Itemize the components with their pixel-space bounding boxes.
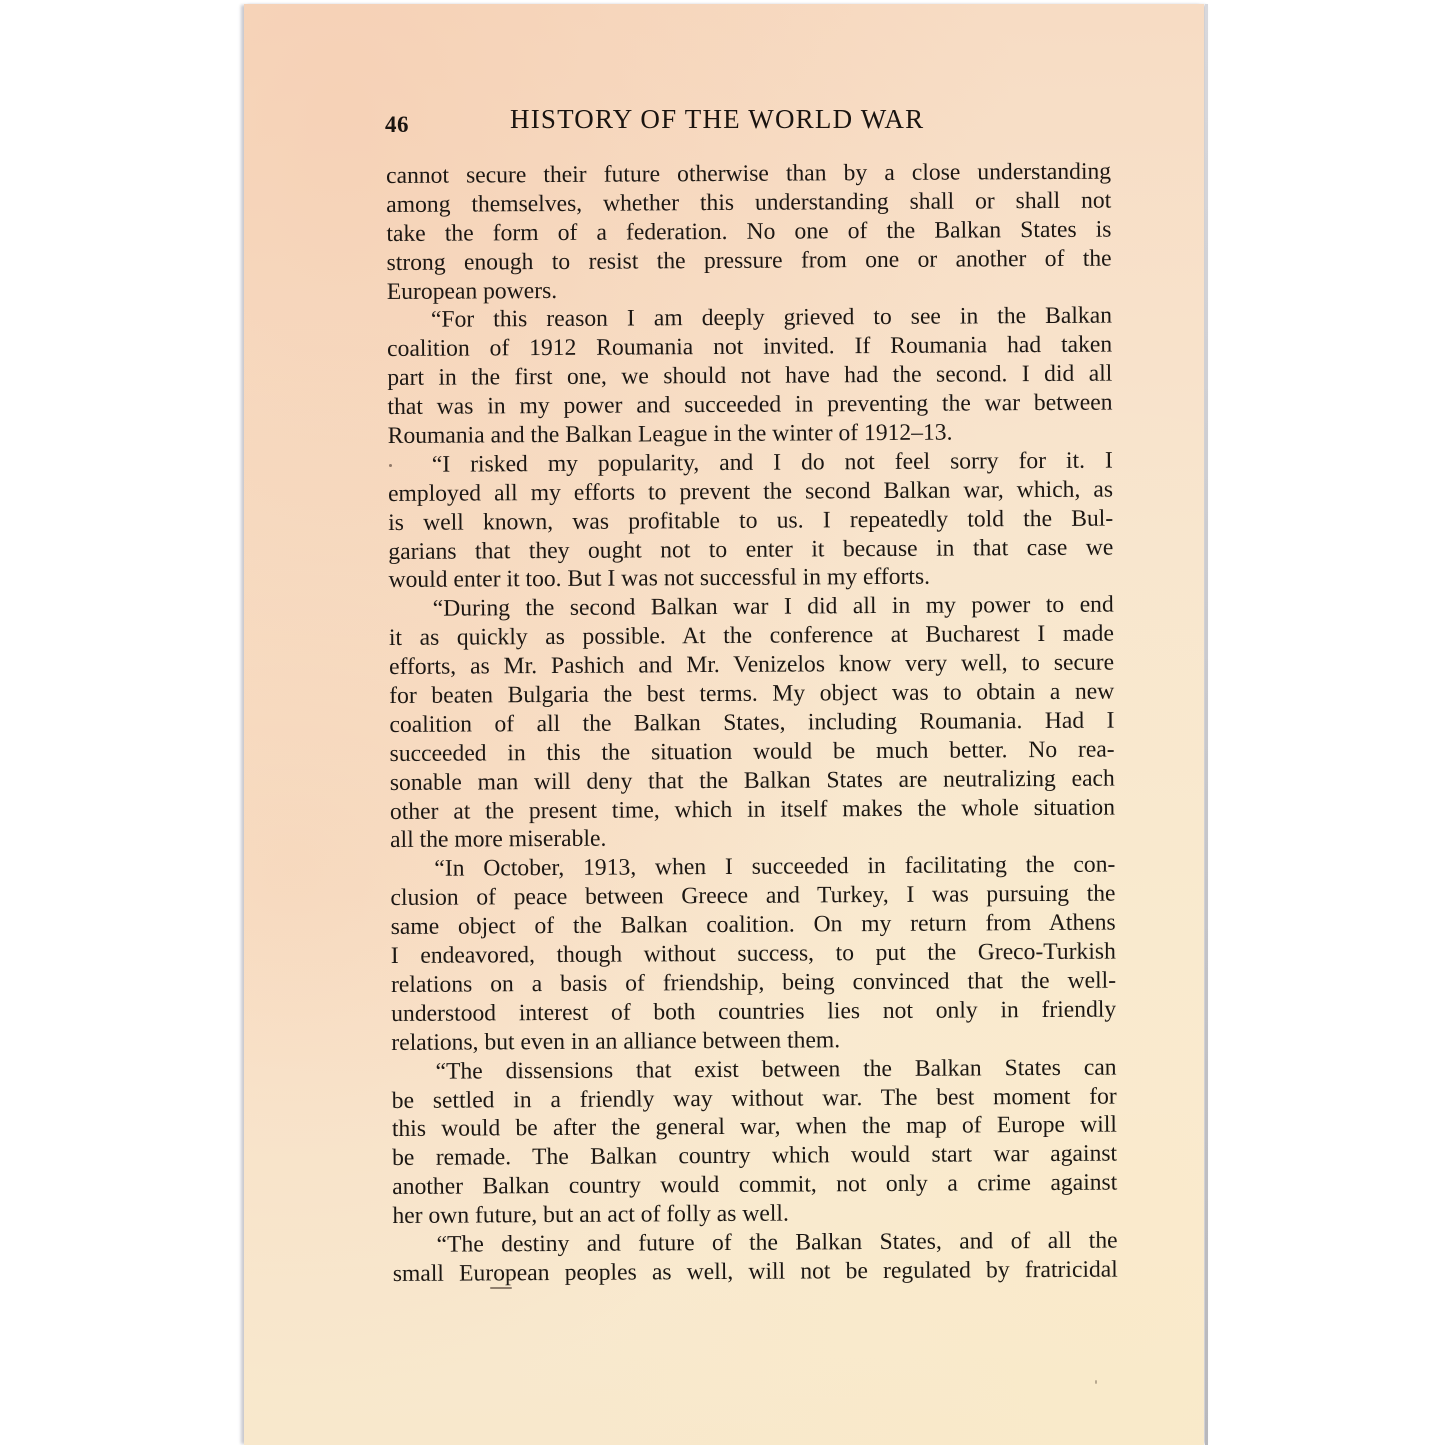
text-line: be settled in a friendly way without war. The best moment for (391, 1083, 1117, 1114)
text-line: coalition of 1912 Roumania not invited. If Roumania had taken (387, 331, 1113, 363)
text-line: take the form of a federation. No one of the Balkan States is (386, 216, 1112, 247)
text-line: “The destiny and future of the Balkan States, and of all the (436, 1227, 1118, 1258)
text-line: among themselves, whether this understanding shall or shall not (386, 187, 1112, 218)
text-line: another Balkan country would commit, not only a crime against (392, 1169, 1118, 1201)
text-line: European powers. (386, 277, 558, 305)
ink-speck (490, 1287, 512, 1289)
text-line: succeeded in this the situation would be much better. No rea- (389, 736, 1115, 767)
text-line: that was in my power and succeeded in preventing the war between (387, 389, 1113, 421)
text-line: relations, but even in an alliance between them. (391, 1026, 841, 1056)
text-line: Roumania and the Balkan League in the winter of 1912–13. (387, 419, 953, 450)
body-text (386, 158, 1118, 1289)
text-line: part in the first one, we should not have had the second. I did all (387, 360, 1113, 392)
ink-speck (389, 464, 392, 467)
text-line: be remade. The Balkan country which would start war against (392, 1140, 1118, 1172)
text-line: coalition of all the Balkan States, including Roumania. Had I (389, 707, 1115, 738)
text-line: understood interest of both countries lies not only in friendly (391, 996, 1117, 1027)
text-line: it as quickly as possible. At the conference at Bucharest I made (388, 620, 1114, 652)
text-line: is well known, was profitable to us. I repeatedly told the Bul- (388, 505, 1114, 536)
text-line: cannot secure their future otherwise than by a close understanding (386, 158, 1112, 189)
text-line: I endeavored, though without success, to put the Greco-Turkish (390, 938, 1116, 970)
running-head (385, 102, 985, 142)
text-line: “For this reason I am deeply grieved to see in the Balkan (430, 303, 1113, 334)
text-line: all the more miserable. (390, 826, 607, 854)
text-line: strong enough to resist the pressure from one or another of the (386, 245, 1112, 276)
book-title: HISTORY OF THE WORLD WAR (510, 104, 925, 134)
text-line: would enter it too. But I was not successful in my efforts. (388, 564, 931, 594)
text-line: garians that they ought not to enter it because in that case we (388, 534, 1114, 565)
text-line: other at the present time, which in itself makes the whole situation (389, 794, 1116, 825)
ink-speck (1095, 1380, 1097, 1384)
text-line: “During the second Balkan war I did all in my power to end (432, 591, 1114, 623)
text-line: this would be after the general war, when the map of Europe will (391, 1111, 1117, 1143)
text-line: employed all my efforts to prevent the second Balkan war, which, as (387, 476, 1114, 507)
page-number: 46 (385, 112, 409, 137)
text-line: same object of the Balkan coalition. On my return from Athens (390, 909, 1116, 941)
text-line: “The dissensions that exist between the Balkan States can (435, 1054, 1117, 1085)
text-line: her own future, but an act of folly as well. (392, 1200, 789, 1230)
text-line: small European peoples as well, will not be regulated by fratricidal (392, 1256, 1118, 1287)
text-line: “I risked my popularity, and I do not feel sorry for it. I (431, 447, 1113, 478)
text-line: clusion of peace between Greece and Turkey, I was pursuing the (390, 880, 1116, 912)
book-page (244, 4, 1204, 1445)
text-line: sonable man will deny that the Balkan States are neutralizing each (389, 765, 1115, 796)
text-line: for beaten Bulgaria the best terms. My object was to obtain a new (389, 678, 1115, 710)
text-line: efforts, as Mr. Pashich and Mr. Venizelos know very well, to secure (389, 649, 1115, 681)
text-line: “In October, 1913, when I succeeded in facilitating the con- (434, 851, 1116, 883)
text-line: relations on a basis of friendship, being convinced that the well- (390, 967, 1117, 998)
